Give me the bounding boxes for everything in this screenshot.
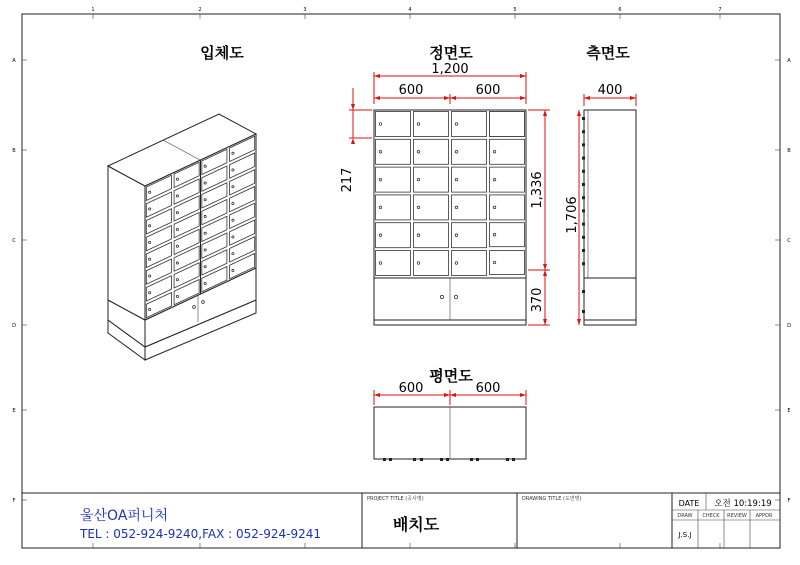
iso-locker-knob xyxy=(204,249,206,251)
iso-locker-knob xyxy=(176,228,178,230)
top-tick-label: 3 xyxy=(303,7,307,13)
draw-label: DRAW xyxy=(677,513,693,519)
iso-locker-knob xyxy=(176,178,178,180)
plan-view xyxy=(374,407,526,461)
side-upper-body xyxy=(584,110,636,278)
iso-locker-knob xyxy=(149,191,151,193)
side-view xyxy=(582,110,636,325)
front-locker-knob xyxy=(417,178,420,181)
project-title-label: PROJECT TITLE (공사명) xyxy=(367,496,424,502)
project-title: 배치도 xyxy=(392,515,440,534)
iso-locker-knob xyxy=(204,165,206,167)
plan-view-title: 평면도 xyxy=(429,367,473,385)
iso-locker-knob xyxy=(176,195,178,197)
iso-locker-knob xyxy=(204,182,206,184)
plan-hinge-mark xyxy=(389,458,392,461)
iso-locker-knob xyxy=(176,262,178,264)
front-locker-knob xyxy=(379,123,382,126)
company-name: 울산OA퍼니처 xyxy=(80,508,168,524)
left-tick-label: A xyxy=(12,58,16,64)
front-locker-knob xyxy=(417,234,420,237)
side-hinge-mark xyxy=(582,183,585,186)
iso-locker-knob xyxy=(232,186,234,188)
front-locker-knob xyxy=(455,151,458,154)
iso-locker-knob xyxy=(149,208,151,210)
plan-hinge-mark xyxy=(383,458,386,461)
right-tick-label: E xyxy=(787,408,791,414)
iso-locker-knob xyxy=(204,282,206,284)
iso-locker-knob xyxy=(232,169,234,171)
front-view-title: 정면도 xyxy=(429,44,473,62)
dim-side-depth: 400 xyxy=(597,83,623,98)
left-tick-label: C xyxy=(12,238,16,244)
company-contact: TEL : 052-924-9240,FAX : 052-924-9241 xyxy=(80,527,322,541)
top-tick-label: 1 xyxy=(91,7,95,13)
iso-locker-knob xyxy=(204,266,206,268)
dim-side-total-height: 1,706 xyxy=(565,196,580,234)
iso-locker-knob xyxy=(176,212,178,214)
dim-front-left: 600 xyxy=(398,83,424,98)
check-label: CHECK xyxy=(702,513,720,519)
front-locker-knob xyxy=(455,123,458,126)
front-locker-knob xyxy=(417,123,420,126)
front-locker-knob xyxy=(417,151,420,154)
front-locker-knob xyxy=(379,178,382,181)
left-tick-label: B xyxy=(12,148,16,154)
front-locker-knob xyxy=(493,206,496,209)
right-tick-label: B xyxy=(787,148,791,154)
side-hinge-mark xyxy=(582,170,585,173)
front-base-knob-right xyxy=(454,295,457,298)
review-label: REVIEW xyxy=(727,513,747,519)
side-hinge-mark xyxy=(582,249,585,252)
right-tick-label: A xyxy=(787,58,791,64)
side-hinge-mark xyxy=(582,157,585,160)
side-hinge-mark xyxy=(582,290,585,293)
iso-locker-knob xyxy=(149,308,151,310)
dim-front-top-offset: 217 xyxy=(340,167,355,193)
iso-locker-knob xyxy=(149,292,151,294)
iso-locker-knob xyxy=(176,295,178,297)
front-locker-knob xyxy=(379,262,382,265)
front-locker-knob xyxy=(379,234,382,237)
isometric-view xyxy=(108,114,256,360)
front-base-knob-left xyxy=(440,295,443,298)
dim-front-right: 600 xyxy=(475,83,501,98)
iso-lower-knob-right xyxy=(202,301,205,304)
side-hinge-mark xyxy=(582,130,585,133)
right-tick-label: F xyxy=(787,498,791,504)
iso-locker-knob xyxy=(149,241,151,243)
top-tick-label: 4 xyxy=(408,7,412,13)
isometric-view-title: 입체도 xyxy=(200,44,244,62)
iso-locker-knob xyxy=(232,236,234,238)
top-tick-label: 5 xyxy=(513,7,517,13)
side-hinge-mark xyxy=(582,117,585,120)
top-tick-label: 7 xyxy=(718,7,722,13)
front-locker-knob xyxy=(493,261,496,264)
title-block xyxy=(22,493,780,548)
front-locker-knob xyxy=(417,206,420,209)
iso-lower-knob-left xyxy=(193,306,196,309)
side-base-body xyxy=(584,278,636,325)
front-view xyxy=(374,110,526,325)
iso-locker-knob xyxy=(204,215,206,217)
front-locker-knob xyxy=(455,234,458,237)
iso-locker-knob xyxy=(232,202,234,204)
left-tick-label: F xyxy=(12,498,16,504)
side-hinge-mark xyxy=(582,143,585,146)
plan-hinge-mark xyxy=(440,458,443,461)
date-value: 오전 10:19:19 xyxy=(714,499,772,509)
iso-locker-knob xyxy=(176,245,178,247)
dim-front-base-height: 370 xyxy=(530,287,545,313)
side-hinge-mark xyxy=(582,236,585,239)
iso-upper-left-face xyxy=(108,166,145,320)
dim-plan-right: 600 xyxy=(475,381,501,396)
front-locker-door xyxy=(490,112,525,137)
right-tick-label: D xyxy=(787,323,791,329)
dim-front-upper-height: 1,336 xyxy=(530,171,545,209)
dim-plan-left: 600 xyxy=(398,381,424,396)
date-label: DATE xyxy=(678,499,700,508)
side-hinge-mark xyxy=(582,262,585,265)
left-tick-label: D xyxy=(12,323,16,329)
side-hinge-mark xyxy=(582,223,585,226)
iso-locker-knob xyxy=(232,219,234,221)
iso-locker-knob xyxy=(204,199,206,201)
front-locker-knob xyxy=(455,262,458,265)
front-locker-knob xyxy=(455,178,458,181)
plan-hinge-mark xyxy=(506,458,509,461)
right-tick-label: C xyxy=(787,238,791,244)
front-locker-knob xyxy=(493,151,496,154)
iso-locker-knob xyxy=(149,258,151,260)
top-tick-label: 2 xyxy=(198,7,202,13)
side-hinge-mark xyxy=(582,209,585,212)
plan-hinge-mark xyxy=(446,458,449,461)
side-hinge-mark xyxy=(582,196,585,199)
front-locker-knob xyxy=(455,206,458,209)
drawing-title-label: DRAWING TITLE (도면명) xyxy=(522,496,582,502)
front-locker-knob xyxy=(417,262,420,265)
iso-locker-knob xyxy=(149,275,151,277)
plan-hinge-mark xyxy=(476,458,479,461)
front-locker-knob xyxy=(493,178,496,181)
iso-locker-knob xyxy=(204,232,206,234)
iso-locker-knob xyxy=(232,269,234,271)
plan-hinge-mark xyxy=(470,458,473,461)
plan-hinge-mark xyxy=(420,458,423,461)
left-tick-label: E xyxy=(12,408,16,414)
top-tick-label: 6 xyxy=(618,7,622,13)
plan-hinge-mark xyxy=(413,458,416,461)
iso-locker-knob xyxy=(176,279,178,281)
front-locker-knob xyxy=(379,206,382,209)
front-locker-knob xyxy=(493,233,496,236)
iso-locker-knob xyxy=(232,253,234,255)
front-locker-knob xyxy=(379,151,382,154)
side-view-title: 측면도 xyxy=(586,44,630,62)
iso-locker-knob xyxy=(232,152,234,154)
dim-front-total-width: 1,200 xyxy=(431,62,469,77)
side-hinge-mark xyxy=(582,310,585,313)
plan-hinge-mark xyxy=(512,458,515,461)
iso-locker-knob xyxy=(149,225,151,227)
appor-label: APPOR xyxy=(755,513,773,519)
draw-value: J.S.J xyxy=(678,531,692,539)
